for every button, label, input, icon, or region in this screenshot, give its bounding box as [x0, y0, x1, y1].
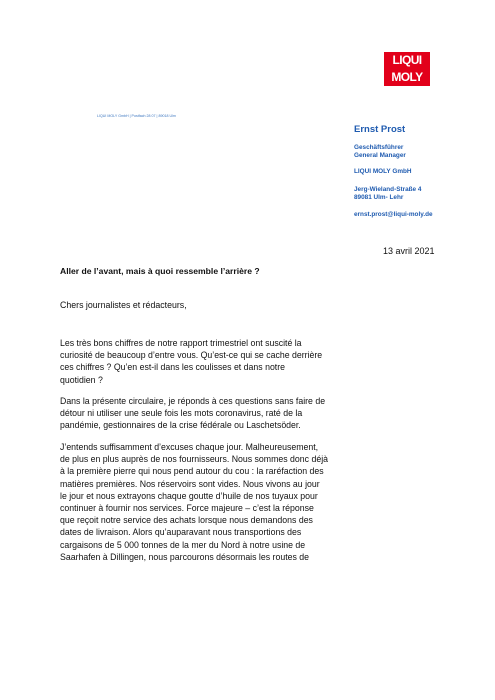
paragraph-line: à la première pierre qui nous pend autour du cou : la raréfaction des: [60, 466, 324, 477]
salutation: Chers journalistes et rédacteurs,: [60, 300, 187, 310]
contact-block: [354, 124, 433, 219]
contact-title-de: Geschäftsführer: [354, 144, 404, 151]
paragraph-line: détour ni utiliser une seule fois les mots coronavirus, raté de la: [60, 408, 303, 419]
logo-line-1: LIQUI: [384, 52, 430, 69]
paragraph-line: cargaisons de 5 000 tonnes de la mer du Nord à notre usine de: [60, 539, 306, 550]
contact-street: Jerg-Wieland-Straße 4: [354, 185, 422, 193]
paragraph-line: Les très bons chiffres de notre rapport trimestriel ont suscité la: [60, 338, 302, 348]
paragraph-line: dates de livraison. Alors qu’auparavant nous transportions des: [60, 527, 302, 538]
paragraph-line: de plus en plus auprès de nos fournisseurs. Nous sommes donc déjà: [60, 454, 328, 465]
letter-date: 13 avril 2021: [383, 246, 435, 256]
logo-line-2: MOLY: [384, 69, 430, 86]
paragraph-line: curiosité de beaucoup d’entre vous. Qu’est-ce qui se cache derrière: [60, 350, 323, 361]
contact-city: 89081 Ulm- Lehr: [354, 193, 404, 201]
paragraph-line: continuer à fournir nos services. Force majeure – c’est la réponse: [60, 503, 314, 514]
paragraph-2: [60, 395, 448, 432]
contact-title-en: General Manager: [354, 152, 406, 160]
contact-name: Ernst Prost: [354, 124, 406, 135]
paragraph-line: pandémie, gestionnaires de la crise fédérale ou Laschetsöder.: [60, 420, 301, 431]
paragraph-line: Saarhafen à Dillingen, nous parcourons désormais les routes de: [60, 551, 310, 562]
paragraph-line: ces chiffres ? Qu’en est-il dans les coulisses et dans notre: [60, 362, 286, 373]
paragraph-line: Dans la présente circulaire, je réponds à ces questions sans faire de: [60, 396, 326, 406]
contact-email: ernst.prost@liqui-moly.de: [354, 211, 433, 219]
liqui-moly-logo: [384, 52, 430, 86]
paragraph-line: le jour et nous extrayons chaque goutte d’huile de nos tuyaux pour: [60, 490, 318, 501]
paragraph-line: matières premières. Nos réservoirs sont vides. Nous vivons au jour: [60, 478, 320, 489]
paragraph-line: J’entends suffisamment d’excuses chaque jour. Malheureusement,: [60, 442, 319, 452]
contact-company: LIQUI MOLY GmbH: [354, 168, 412, 176]
paragraph-line: quotidien ?: [60, 374, 103, 385]
letter-subject: Aller de l’avant, mais à quoi ressemble l’arrière ?: [60, 266, 260, 276]
sender-address-line: LIQUI MOLY GmbH | Postfach 28 07 | 89018 Ulm: [97, 114, 176, 118]
paragraph-1: [60, 337, 448, 386]
paragraph-line: que reçoit notre service des achats lorsque nous demandons des: [60, 515, 313, 526]
paragraph-3: [60, 441, 448, 563]
